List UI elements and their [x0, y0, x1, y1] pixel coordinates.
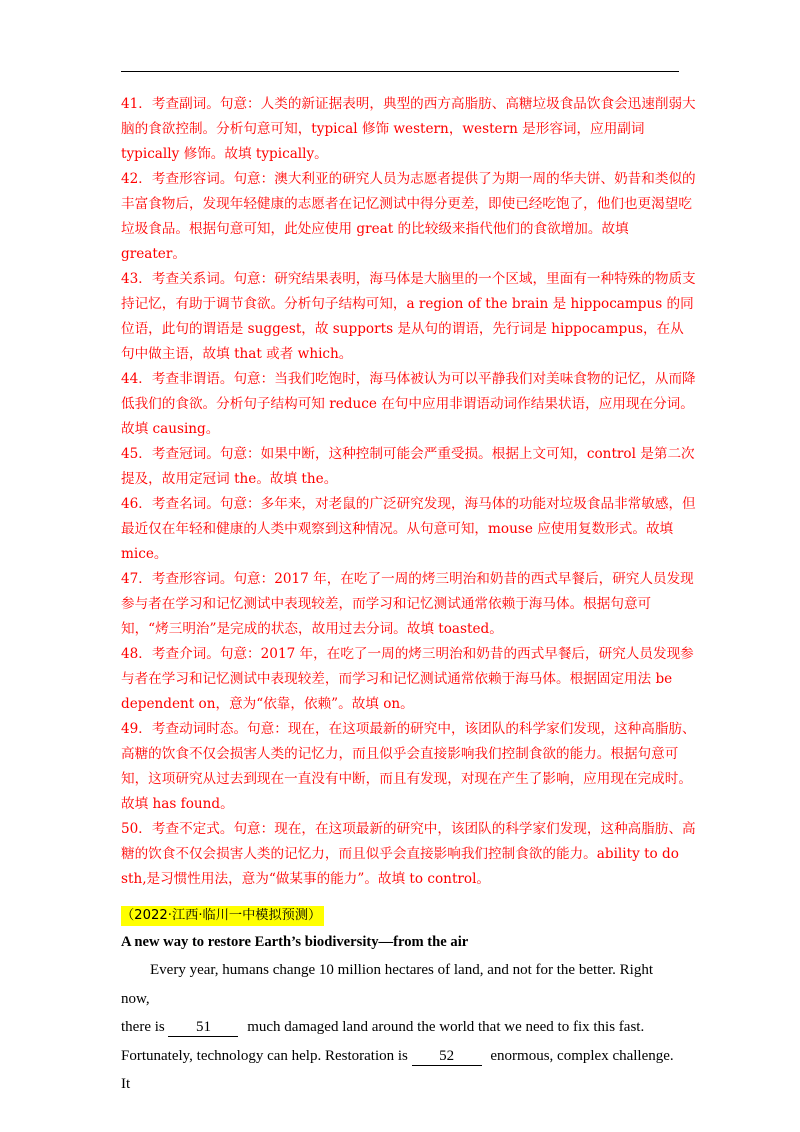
passage-line: [121, 1042, 681, 1099]
passage-text: much damaged land around the world that we need to fix this fast.: [243, 1019, 645, 1035]
passage-title: A new way to restore Earth’s biodiversity—from the air: [121, 934, 469, 950]
passage-line: Every year, humans change 10 million hectares of land, and not for the better. Right now,: [121, 962, 653, 1007]
answer-41: 41．考查副词。句意：人类的新证据表明，典型的西方高脂肪、高糖垃圾食品饮食会迅速削弱大脑的食欲控制。分析句意可知，typical 修饰 western，western 是形容词，应用副词 typically 修饰。故填 typically。: [121, 96, 696, 162]
answer-46: 46．考查名词。句意：多年来，对老鼠的广泛研究发现，海马体的功能对垃圾食品非常敏感，但最近仅在年轻和健康的人类中观察到这种情况。从句意可知，mouse 应使用复数形式。故填 mice。: [121, 496, 696, 562]
passage-text: there is: [121, 1019, 169, 1035]
header-rule: [121, 71, 679, 72]
source-tag: （2022·江西·临川一中模拟预测）: [121, 906, 324, 926]
blank-51[interactable]: 51: [168, 1018, 238, 1037]
answer-44: 44．考查非谓语。句意：当我们吃饱时，海马体被认为可以平静我们对美味食物的记忆，从而降低我们的食欲。分析句子结构可知 reduce 在句中应用非谓语动词作结果状语，应用现在分词。故填 causing。: [121, 371, 696, 437]
passage-body: [121, 956, 681, 1099]
passage-line: [121, 1013, 681, 1042]
answer-45: 45．考查冠词。句意：如果中断，这种控制可能会严重受损。根据上文可知，control 是第二次提及，故用定冠词 the。故填 the。: [121, 446, 695, 487]
answer-50: 50．考查不定式。句意：现在，在这项最新的研究中，该团队的科学家们发现，这种高脂肪、高糖的饮食不仅会损害人类的记忆力，而且似乎会直接影响我们控制食欲的能力。ability to do sth,是习惯性用法，意为“做某事的能力”。故填 to control。: [121, 821, 696, 887]
blank-52[interactable]: 52: [412, 1047, 482, 1066]
answer-49: 49．考查动词时态。句意：现在，在这项最新的研究中，该团队的科学家们发现，这种高脂肪、高糖的饮食不仅会损害人类的记忆力，而且似乎会直接影响我们控制食欲的能力。根据句意可知，这项研究从过去到现在一直没有中断，而且有发现，对现在产生了影响，应用现在完成时。故填 has found。: [121, 721, 696, 812]
passage-text: Fortunately, technology can help. Restoration is: [121, 1047, 412, 1064]
answer-explanations: [121, 92, 697, 892]
passage-text: enormous, complex challenge. It: [121, 1047, 674, 1092]
answer-48: 48．考查介词。句意：2017 年，在吃了一周的烤三明治和奶昔的西式早餐后，研究人员发现参与者在学习和记忆测试中表现较差，而学习和记忆测试通常依赖于海马体。根据固定用法 be dependent on，意为“依靠，依赖”。故填 on。: [121, 646, 694, 712]
answer-42: 42．考查形容词。句意：澳大利亚的研究人员为志愿者提供了为期一周的华夫饼、奶昔和类似的丰富食物后，发现年轻健康的志愿者在记忆测试中得分更差，即使已经吃饱了，他们也更渴望吃垃圾食品。根据句意可知，此处应使用 great 的比较级来指代他们的食欲增加。故填 greater。: [121, 171, 696, 262]
answer-43: 43．考查关系词。句意：研究结果表明，海马体是大脑里的一个区域，里面有一种特殊的物质支持记忆，有助于调节食欲。分析句子结构可知，a region of the brain 是 hippocampus 的同位语，此句的谓语是 suggest，故 supports 是从句的谓语，先行词是 hippocampus，在从句中做主语，故填 that 或者 which。: [121, 271, 696, 362]
answer-47: 47．考查形容词。句意：2017 年，在吃了一周的烤三明治和奶昔的西式早餐后，研究人员发现参与者在学习和记忆测试中表现较差，而学习和记忆测试通常依赖于海马体。根据句意可知，“烤三明治”是完成的状态，故用过去分词。故填 toasted。: [121, 571, 694, 637]
